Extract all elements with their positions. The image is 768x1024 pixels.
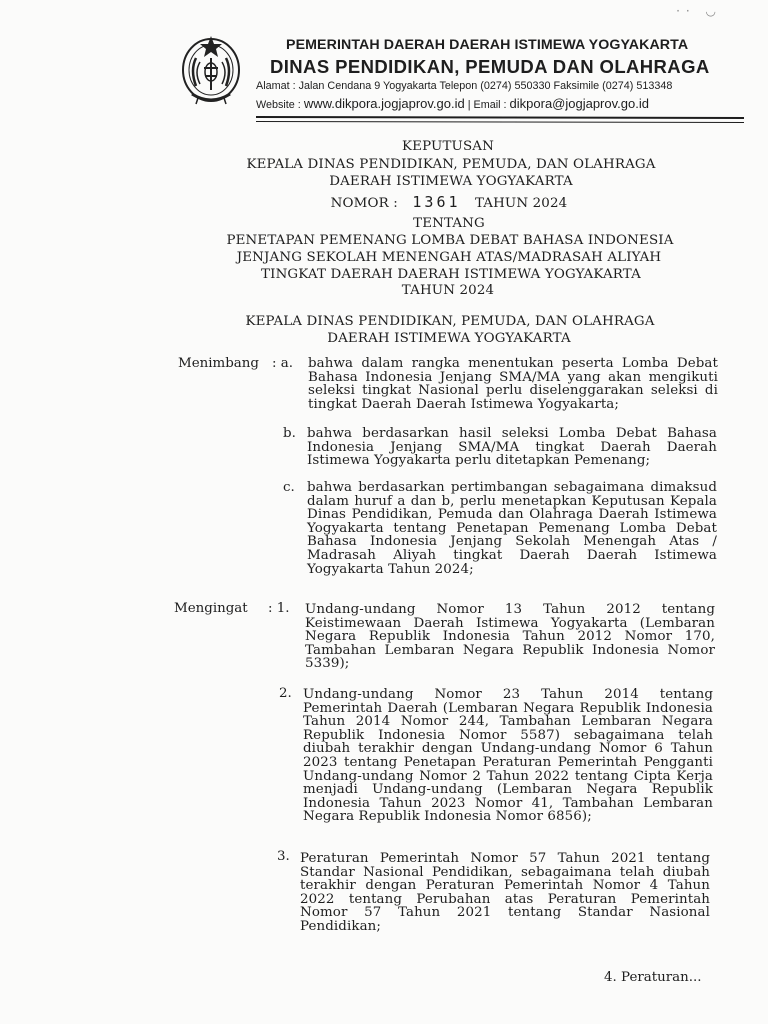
continuation-note: 4. Peraturan... bbox=[604, 970, 702, 985]
mengingat-item-1: Undang-undang Nomor 13 Tahun 2012 tentang Keistimewaan Daerah Istimewa Yogyakarta (Lembaran Negara Republik Indonesia Tahun 2012 Nomor 170, Tambahan Lembaran Negara Republik Indonesia Nomor 5339); bbox=[305, 602, 715, 672]
email-address: dikpora@jogjaprov.go.id bbox=[509, 96, 649, 111]
menimbang-label: Menimbang bbox=[178, 356, 259, 371]
letterhead-department: DINAS PENDIDIKAN, PEMUDA DAN OLAHRAGA bbox=[270, 56, 710, 77]
mengingat-item-3: Peraturan Pemerintah Nomor 57 Tahun 2021 tentang Standar Nasional Pendidikan, sebagaimana telah diubah terakhir dengan Peraturan Pemerintah Nomor 4 Tahun 2022 tentang Perubahan atas Peraturan Pemerintah Nomor 57 Tahun 2021 tentang Standar Nasional Pendidikan; bbox=[300, 851, 710, 934]
letterhead-rule-thin bbox=[256, 121, 744, 123]
decree-number bbox=[331, 193, 568, 211]
letterhead-rule-thick bbox=[256, 116, 744, 119]
signatory-line-1: KEPALA DINAS PENDIDIKAN, PEMUDA, DAN OLAHRAGA bbox=[245, 314, 655, 329]
mengingat-item-2: Undang-undang Nomor 23 Tahun 2014 tentang Pemerintah Daerah (Lembaran Negara Republik Indonesia Tahun 2014 Nomor 244, Tambahan Lembaran Negara Republik Indonesia Nomor 5587) sebagaimana telah diubah terakhir dengan Undang-undang Nomor 6 Tahun 2023 tentang Penetapan Peraturan Pemerintah Pengganti Undang-undang Nomor 2 Tahun 2022 tentang Cipta Kerja menjadi Undang-undang (Lembaran Negara Republik Indonesia Tahun 2023 Nomor 41, Tambahan Lembaran Negara Republik Indonesia Nomor 6856); bbox=[303, 687, 713, 825]
website-link: www.dikpora.jogjaprov.go.id bbox=[303, 96, 465, 111]
menimbang-item-c: bahwa berdasarkan pertimbangan sebagaimana dimaksud dalam huruf a dan b, perlu menetapkan Keputusan Kepala Dinas Pendidikan, Pemuda dan Olahraga Daerah Istimewa Yogyakarta tentang Penetapan Pemenang Lomba Debat Bahasa Indonesia Jenjang Sekolah Menengah Atas / Madrasah Aliyah tingkat Daerah Daerah Istimewa Yogyakarta Tahun 2024; bbox=[307, 480, 717, 577]
scan-mark: ·· ◡ bbox=[676, 4, 722, 18]
nomor-year: TAHUN 2024 bbox=[474, 196, 568, 211]
subject-line-1: PENETAPAN PEMENANG LOMBA DEBAT BAHASA INDONESIA bbox=[226, 233, 674, 248]
subject-line-2: JENJANG SEKOLAH MENENGAH ATAS/MADRASAH ALIYAH bbox=[236, 250, 662, 265]
mengingat-label: Mengingat bbox=[174, 601, 248, 616]
mengingat-marker-3: 3. bbox=[277, 849, 290, 864]
subject-line-4: TAHUN 2024 bbox=[401, 283, 495, 298]
website-label: Website : bbox=[256, 99, 301, 111]
letterhead-government: PEMERINTAH DAERAH DAERAH ISTIMEWA YOGYAKARTA bbox=[286, 37, 689, 53]
email-label: | Email : bbox=[467, 99, 507, 111]
tentang-label: TENTANG bbox=[413, 216, 485, 231]
letterhead-contact bbox=[256, 96, 649, 111]
subject-line-3: TINGKAT DAERAH DAERAH ISTIMEWA YOGYAKARTA bbox=[261, 267, 641, 282]
menimbang-item-a: bahwa dalam rangka menentukan peserta Lomba Debat Bahasa Indonesia Jenjang SMA/MA yang akan mengikuti seleksi tingkat Nasional perlu diselenggarakan seleksi di tingkat Daerah Daerah Istimewa Yogyakarta; bbox=[308, 356, 718, 412]
issuer-line-2: DAERAH ISTIMEWA YOGYAKARTA bbox=[329, 174, 573, 189]
nomor-value: 1361 bbox=[412, 193, 461, 211]
mengingat-marker-2: 2. bbox=[279, 686, 292, 701]
letterhead-address: Alamat : Jalan Cendana 9 Yogyakarta Telepon (0274) 550330 Faksimile (0274) 513348 bbox=[256, 80, 673, 92]
menimbang-marker-a: : a. bbox=[272, 356, 294, 371]
signatory-line-2: DAERAH ISTIMEWA YOGYAKARTA bbox=[327, 331, 571, 346]
issuer-line-1: KEPALA DINAS PENDIDIKAN, PEMUDA, DAN OLAHRAGA bbox=[246, 157, 656, 172]
menimbang-marker-c: c. bbox=[283, 480, 295, 495]
yogyakarta-emblem-icon bbox=[176, 28, 246, 108]
document-type: KEPUTUSAN bbox=[402, 139, 494, 154]
nomor-label: NOMOR : bbox=[330, 196, 398, 211]
menimbang-marker-b: b. bbox=[283, 426, 296, 441]
menimbang-item-b: bahwa berdasarkan hasil seleksi Lomba Debat Bahasa Indonesia Jenjang SMA/MA tingkat Daerah Daerah Istimewa Yogyakarta perlu ditetapkan Pemenang; bbox=[307, 426, 717, 469]
mengingat-marker-1: : 1. bbox=[268, 601, 290, 616]
